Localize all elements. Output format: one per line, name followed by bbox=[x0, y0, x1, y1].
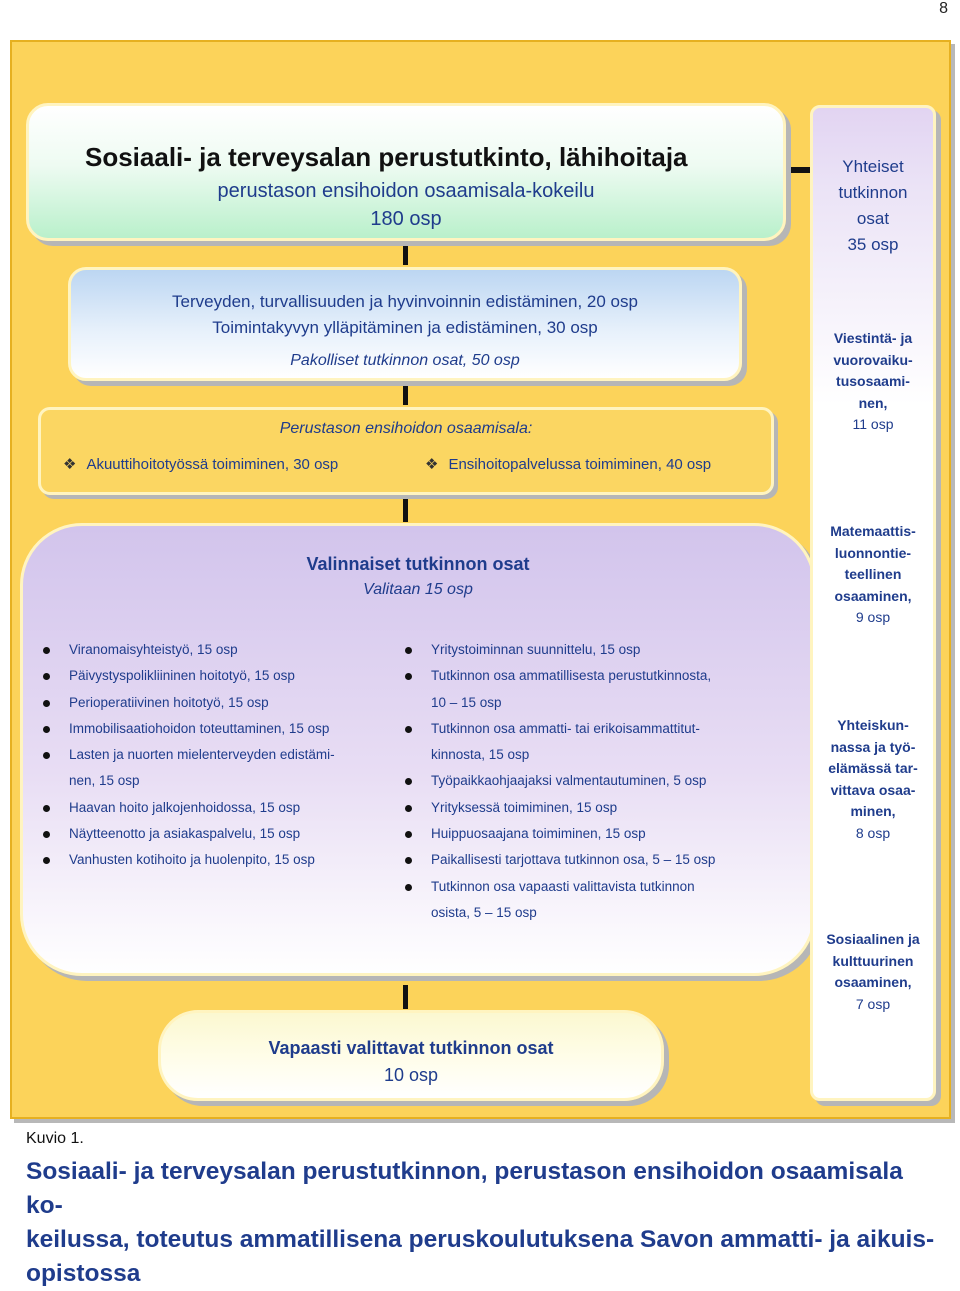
optional-unit-text: Lasten ja nuorten mielenterveyden edistämi- bbox=[69, 747, 335, 763]
common-unit-line: Yhteiskun- bbox=[837, 717, 909, 733]
optional-unit-text: Yritystoiminnan suunnittelu, 15 osp bbox=[431, 642, 641, 657]
free-choice-credits: 10 osp bbox=[383, 1065, 439, 1085]
common-unit-mathematics bbox=[813, 521, 933, 629]
degree-credits: 180 osp bbox=[370, 208, 442, 230]
common-unit-society bbox=[813, 715, 933, 844]
common-unit-line: nen, bbox=[858, 394, 888, 411]
page-number: 8 bbox=[939, 0, 948, 17]
free-choice-box bbox=[158, 1010, 664, 1101]
common-unit-line: vuorovaiku- bbox=[833, 351, 913, 368]
optional-unit-text: Paikallisesti tarjottava tutkinnon osa, 5 – 15 osp bbox=[431, 852, 716, 868]
common-unit-social bbox=[813, 929, 933, 1015]
optional-unit-item bbox=[405, 716, 715, 742]
bullet-dot-icon bbox=[43, 726, 50, 733]
figure-caption-line: Sosiaali- ja terveysalan perustutkinnon, perustason ensihoidon osaamisala ko- bbox=[26, 1158, 903, 1219]
common-unit-line: vittava osaa- bbox=[830, 781, 916, 798]
optional-unit-text: Tutkinnon osa ammatti- tai erikoisammattitut- bbox=[431, 720, 700, 736]
optional-unit-item bbox=[405, 690, 715, 716]
bullet-dot-icon bbox=[43, 805, 50, 812]
common-units-column bbox=[810, 105, 936, 1101]
optional-unit-text: Huippuosaajana toimiminen, 15 osp bbox=[431, 826, 646, 842]
common-unit-line: minen, bbox=[850, 803, 896, 819]
optional-list-right bbox=[405, 637, 715, 926]
bullet-dot-icon bbox=[43, 831, 50, 838]
connector-3 bbox=[403, 497, 408, 522]
mandatory-unit-1: Terveyden, turvallisuuden ja hyvinvoinnin edistäminen, 20 osp bbox=[172, 292, 638, 311]
common-unit-line: tusosaami- bbox=[836, 373, 910, 389]
common-unit-line: nassa ja työ- bbox=[830, 738, 916, 755]
bullet-dot-icon bbox=[405, 673, 412, 680]
common-unit-line: kulttuurinen bbox=[832, 952, 914, 969]
competence-area-title: Perustason ensihoidon osaamisala: bbox=[279, 420, 533, 437]
common-units-heading bbox=[813, 154, 933, 258]
mandatory-label: Pakolliset tutkinnon osat, 50 osp bbox=[290, 352, 520, 369]
competence-area-item-text: Ensihoitopalvelussa toimiminen, 40 osp bbox=[448, 456, 712, 473]
free-choice-title: Vapaasti valittavat tutkinnon osat bbox=[268, 1038, 554, 1058]
bullet-dot-icon bbox=[43, 700, 50, 707]
optional-unit-text: Päivystyspolikliininen hoitotyö, 15 osp bbox=[69, 668, 295, 684]
degree-subtitle: perustason ensihoidon osaamisala-kokeilu bbox=[217, 180, 595, 202]
common-units-heading-line: 35 osp bbox=[847, 235, 899, 254]
optional-unit-text: 10 – 15 osp bbox=[431, 694, 502, 710]
common-unit-line: Matemaattis- bbox=[830, 523, 916, 539]
optional-unit-item bbox=[405, 663, 715, 689]
common-unit-line: osaaminen, bbox=[834, 974, 912, 990]
bullet-dot-icon bbox=[405, 778, 412, 785]
optional-unit-item bbox=[43, 742, 335, 768]
optional-unit-item bbox=[43, 768, 335, 794]
common-unit-line: teellinen bbox=[844, 566, 902, 582]
optional-unit-item bbox=[43, 795, 335, 821]
optional-unit-item bbox=[43, 663, 335, 689]
common-unit-line: Viestintä- ja bbox=[833, 330, 913, 346]
bullet-dot-icon bbox=[405, 647, 412, 654]
common-unit-line: osaaminen, bbox=[834, 587, 912, 604]
figure-caption bbox=[26, 1155, 940, 1291]
figure-label: Kuvio 1. bbox=[26, 1130, 84, 1147]
optional-units-title: Valinnaiset tutkinnon osat bbox=[306, 554, 530, 574]
optional-unit-text: Perioperatiivinen hoitotyö, 15 osp bbox=[69, 694, 269, 710]
bullet-dot-icon bbox=[405, 884, 412, 891]
optional-unit-text: Tutkinnon osa vapaasti valittavista tutkinnon bbox=[431, 878, 695, 894]
common-unit-communication bbox=[813, 328, 933, 436]
diamond-bullet-icon: ❖ bbox=[425, 456, 439, 473]
degree-title-box bbox=[26, 103, 786, 241]
optional-unit-text: Näytteenotto ja asiakaspalvelu, 15 osp bbox=[69, 826, 301, 842]
figure-caption-line: keilussa, toteutus ammatillisena peruskoulutuksena Savon ammatti- ja aikuis- bbox=[26, 1226, 935, 1253]
connector-top-right bbox=[782, 167, 812, 173]
common-unit-credits: 11 osp bbox=[852, 416, 894, 432]
optional-unit-item bbox=[43, 690, 335, 716]
common-unit-credits: 8 osp bbox=[855, 824, 891, 841]
competence-area-box bbox=[38, 407, 774, 495]
competence-area-item-text: Akuuttihoitotyössä toimiminen, 30 osp bbox=[86, 456, 339, 473]
optional-unit-item bbox=[43, 716, 335, 742]
common-unit-credits: 9 osp bbox=[855, 609, 891, 625]
common-units-heading-line: Yhteiset bbox=[842, 157, 904, 176]
bullet-dot-icon bbox=[43, 752, 50, 759]
optional-unit-item bbox=[43, 637, 335, 663]
common-units-heading-line: tutkinnon bbox=[838, 183, 908, 202]
common-units-heading-line: osat bbox=[856, 209, 890, 228]
bullet-dot-icon bbox=[43, 673, 50, 680]
optional-unit-text: nen, 15 osp bbox=[69, 773, 140, 789]
optional-units-subtitle: Valitaan 15 osp bbox=[363, 581, 473, 598]
common-unit-credits: 7 osp bbox=[855, 995, 891, 1012]
optional-unit-item bbox=[405, 847, 715, 873]
common-unit-line: elämässä tar- bbox=[828, 760, 918, 776]
optional-unit-text: Immobilisaatiohoidon toteuttaminen, 15 osp bbox=[69, 720, 330, 736]
optional-unit-item bbox=[405, 900, 715, 926]
mandatory-units-box bbox=[68, 267, 742, 381]
competence-area-item bbox=[63, 455, 338, 473]
optional-unit-item bbox=[405, 742, 715, 768]
optional-unit-text: Tutkinnon osa ammatillisesta perustutkinnosta, bbox=[431, 668, 712, 684]
optional-unit-text: osista, 5 – 15 osp bbox=[431, 904, 537, 920]
bullet-dot-icon bbox=[405, 805, 412, 812]
optional-unit-text: Viranomaisyhteistyö, 15 osp bbox=[69, 642, 238, 657]
optional-list-left bbox=[43, 637, 335, 874]
common-unit-line: Sosiaalinen ja bbox=[826, 931, 920, 947]
optional-unit-text: Haavan hoito jalkojenhoidossa, 15 osp bbox=[69, 799, 301, 815]
bullet-dot-icon bbox=[43, 857, 50, 864]
optional-unit-item bbox=[43, 821, 335, 847]
bullet-dot-icon bbox=[405, 857, 412, 864]
optional-unit-item bbox=[405, 874, 715, 900]
bullet-dot-icon bbox=[43, 647, 50, 654]
mandatory-unit-2: Toimintakyvyn ylläpitäminen ja edistäminen, 30 osp bbox=[212, 318, 598, 337]
bullet-dot-icon bbox=[405, 726, 412, 733]
optional-unit-item bbox=[43, 847, 335, 873]
optional-unit-item bbox=[405, 768, 715, 794]
bullet-dot-icon bbox=[405, 831, 412, 838]
connector-2 bbox=[403, 380, 408, 405]
optional-unit-text: kinnosta, 15 osp bbox=[431, 747, 530, 763]
optional-unit-item bbox=[405, 795, 715, 821]
common-unit-line: luonnontie- bbox=[834, 544, 912, 561]
connector-4 bbox=[403, 985, 408, 1009]
figure-caption-line: opistossa bbox=[26, 1260, 141, 1287]
optional-unit-text: Työpaikkaohjaajaksi valmentautuminen, 5 osp bbox=[431, 773, 707, 789]
optional-unit-item bbox=[405, 637, 715, 663]
competence-area-item bbox=[425, 455, 711, 473]
optional-unit-text: Yrityksessä toimiminen, 15 osp bbox=[431, 799, 618, 815]
degree-title: Sosiaali- ja terveysalan perustutkinto, lähihoitaja bbox=[85, 142, 688, 172]
optional-unit-item bbox=[405, 821, 715, 847]
connector-1 bbox=[403, 241, 408, 265]
optional-unit-text: Vanhusten kotihoito ja huolenpito, 15 osp bbox=[69, 852, 315, 868]
diamond-bullet-icon: ❖ bbox=[63, 456, 77, 473]
optional-units-box bbox=[20, 523, 816, 976]
